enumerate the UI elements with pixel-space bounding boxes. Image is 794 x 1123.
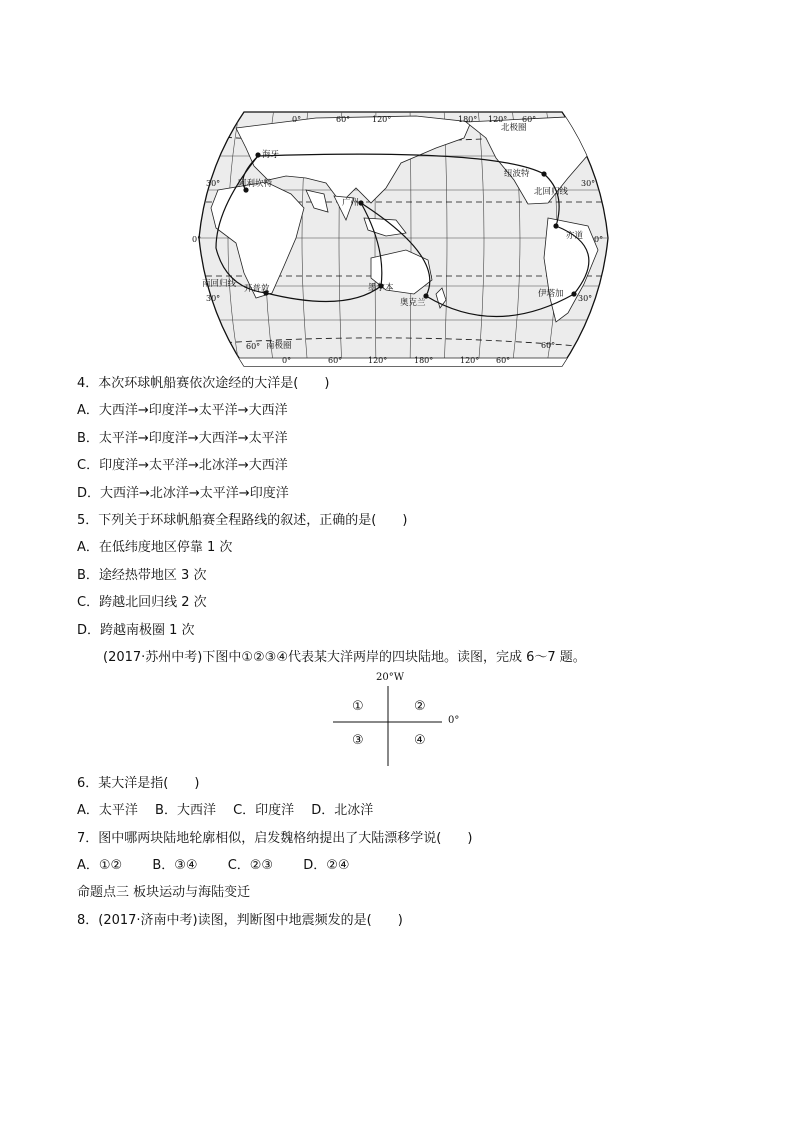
- lon-label: 180°: [414, 356, 434, 365]
- city-label-melbourne: 墨尔本: [368, 283, 394, 293]
- city-dot-guangzhou: [358, 200, 363, 205]
- question-5-option-a: A．在低纬度地区停靠 1 次: [77, 540, 233, 555]
- question-6-options: A．太平洋 B．大西洋 C．印度洋 D．北冰洋: [77, 803, 374, 818]
- lat-label: 0°: [594, 235, 604, 244]
- grid-cell-2: ②: [414, 699, 426, 714]
- lon-label: 60°: [246, 342, 261, 351]
- city-label-auckland: 奥克兰: [400, 298, 426, 308]
- question-4-option-b: B．太平洋→印度洋→大西洋→太平洋: [77, 431, 288, 446]
- grid-cell-3: ③: [352, 733, 364, 748]
- lat-label: 30°: [206, 179, 221, 188]
- lon-label: 120°: [488, 115, 508, 124]
- city-label-guangzhou: 广州: [342, 198, 360, 208]
- city-label-itajai: 伊塔加: [538, 289, 564, 299]
- lon-label: 0°: [292, 115, 302, 124]
- tropic-cancer-label: 北回归线: [534, 187, 569, 197]
- question-6-stem: 6．某大洋是指( ): [77, 776, 200, 791]
- antarctic-circle-label: 南极圈: [266, 341, 292, 351]
- city-label-newport: 纽波特: [504, 169, 530, 179]
- quadrant-figure: [318, 668, 478, 768]
- lon-label: 120°: [372, 115, 392, 124]
- grid-top-label: 20°W: [376, 672, 405, 683]
- lon-label: 0°: [282, 356, 292, 365]
- lon-label: 120°: [460, 356, 480, 365]
- lon-label: 120°: [368, 356, 388, 365]
- question-4-option-a: A．大西洋→印度洋→太平洋→大西洋: [77, 403, 288, 418]
- lat-label: 30°: [581, 179, 596, 188]
- section-heading: 命题点三 板块运动与海陆变迁: [77, 885, 251, 900]
- world-route-map: [192, 108, 611, 370]
- arctic-circle-label: 北极圈: [501, 123, 527, 133]
- map-svg: [192, 108, 611, 370]
- city-label-alicante: 阿利坎特: [238, 179, 273, 189]
- city-dot-haiya: [255, 152, 260, 157]
- lat-label: 30°: [578, 294, 593, 303]
- grid-right-label: 0°: [448, 715, 460, 726]
- lon-label: 60°: [496, 356, 511, 365]
- question-5-option-c: C．跨越北回归线 2 次: [77, 595, 207, 610]
- city-label-yidao: 亦道: [566, 231, 584, 241]
- city-dot-yidao: [553, 223, 558, 228]
- grid-cell-1: ①: [352, 699, 364, 714]
- question-8-stem: 8．(2017·济南中考)读图，判断图中地震频发的是( ): [77, 913, 403, 928]
- city-dot-newport: [541, 171, 546, 176]
- city-label-capetown: 开普敦: [244, 284, 270, 294]
- question-4-option-c: C．印度洋→太平洋→北冰洋→大西洋: [77, 458, 288, 473]
- lat-label: 30°: [206, 294, 221, 303]
- question-7-stem: 7．图中哪两块陆地轮廓相似，启发魏格纳提出了大陆漂移学说( ): [77, 831, 473, 846]
- lon-label: 180°: [458, 115, 478, 124]
- city-dot-itajai: [571, 291, 576, 296]
- intro-6-7: (2017·苏州中考)下图中①②③④代表某大洋两岸的四块陆地。读图，完成 6～7 题。: [103, 650, 586, 665]
- question-7-options: A．①② B．③④ C．②③ D．②④: [77, 858, 350, 873]
- question-5-option-b: B．途经热带地区 3 次: [77, 568, 207, 583]
- lon-label: 60°: [522, 115, 537, 124]
- lat-label: 0°: [192, 235, 202, 244]
- lat-label: 60°: [541, 341, 556, 350]
- tropic-capricorn-label: 南回归线: [202, 279, 237, 289]
- question-4-option-d: D．大西洋→北冰洋→太平洋→印度洋: [77, 486, 289, 501]
- lon-label: 60°: [336, 115, 351, 124]
- question-4-stem: 4．本次环球帆船赛依次途经的大洋是( ): [77, 376, 330, 391]
- city-label-haiya: 海牙: [262, 150, 280, 160]
- lon-label: 60°: [328, 356, 343, 365]
- grid-cell-4: ④: [414, 733, 426, 748]
- question-5-option-d: D．跨越南极圈 1 次: [77, 623, 195, 638]
- question-5-stem: 5．下列关于环球帆船赛全程路线的叙述，正确的是( ): [77, 513, 408, 528]
